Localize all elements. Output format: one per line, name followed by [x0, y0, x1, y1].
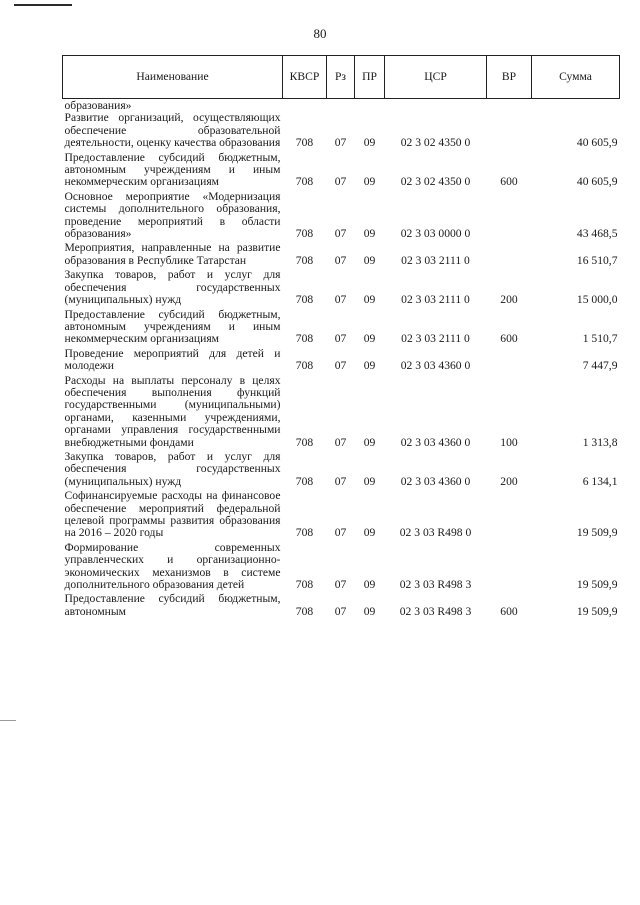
row-name: Основное мероприятие «Модернизация системы дополнительного образования, проведение мероприятий в области образования» — [64, 189, 281, 241]
row-vr: 100 — [500, 435, 518, 449]
row-name: Закупка товаров, работ и услуг для обеспечения государственных (муниципальных) нужд — [64, 268, 281, 307]
row-name: Предоставление субсидий бюджетным, автономным учреждениям и иным некоммерческим организациям — [64, 150, 281, 189]
row-pr: 09 — [363, 293, 376, 307]
row-csr: 02 3 03 2111 0 — [401, 332, 470, 346]
row-name: Формирование современных управленческих и организационно-экономических механизмов в системе дополнительного образования детей — [64, 540, 281, 592]
row-rz: 07 — [334, 604, 347, 618]
budget-table — [62, 55, 620, 620]
row-rz: 07 — [334, 332, 347, 346]
table-body — [63, 99, 620, 621]
row-name: Софинансируемые расходы на финансовое обеспечение мероприятий федеральной целевой программы развития образования на 2016 – 2020 годы — [64, 489, 281, 540]
row-csr: 02 3 03 2111 0 — [401, 293, 470, 307]
continuation-text: образования» — [64, 99, 132, 112]
row-sum: 1 313,8 — [582, 435, 618, 449]
row-kvsr: 708 — [295, 435, 314, 449]
row-kvsr: 708 — [295, 604, 314, 618]
row-rz: 07 — [334, 435, 347, 449]
header-kvsr: КВСР — [283, 56, 327, 99]
row-sum: 19 509,9 — [576, 578, 618, 592]
row-kvsr: 708 — [295, 136, 314, 150]
row-name: Проведение мероприятий для детей и молодежи — [64, 346, 281, 373]
row-vr: 600 — [500, 332, 518, 346]
header-sum: Сумма — [532, 56, 620, 99]
row-rz: 07 — [334, 359, 347, 373]
row-pr: 09 — [363, 253, 376, 267]
row-csr: 02 3 03 4360 0 — [400, 435, 471, 449]
row-sum: 19 509,9 — [576, 526, 618, 540]
row-kvsr: 708 — [295, 526, 314, 540]
table-row — [63, 112, 620, 151]
row-csr: 02 3 02 4350 0 — [400, 175, 471, 189]
table-header-row — [63, 56, 620, 99]
table-row — [63, 375, 620, 451]
row-csr: 02 3 03 4360 0 — [400, 359, 471, 373]
header-pr: ПР — [355, 56, 385, 99]
row-kvsr: 708 — [295, 578, 314, 592]
row-csr: 02 3 03 0000 0 — [400, 227, 471, 241]
row-sum: 6 134,1 — [582, 474, 618, 488]
page-number: 80 — [313, 26, 327, 41]
row-vr — [487, 112, 532, 151]
header-vr: ВР — [487, 56, 532, 99]
row-csr: 02 3 03 4360 0 — [400, 474, 471, 488]
row-pr: 09 — [363, 359, 376, 373]
row-csr: 02 3 02 4350 0 — [400, 136, 471, 150]
row-sum: 43 468,5 — [576, 227, 618, 241]
row-vr: 200 — [500, 293, 518, 307]
row-vr — [487, 242, 532, 269]
row-vr: 200 — [500, 474, 518, 488]
table-row — [63, 348, 620, 375]
table-row — [63, 269, 620, 308]
row-pr: 09 — [363, 474, 376, 488]
table-row — [63, 152, 620, 191]
row-vr: 600 — [500, 175, 518, 189]
row-kvsr: 708 — [295, 332, 314, 346]
table-row — [63, 191, 620, 243]
row-kvsr: 708 — [295, 474, 314, 488]
table-row — [63, 242, 620, 269]
row-kvsr: 708 — [295, 227, 314, 241]
header-name: Наименование — [63, 56, 283, 99]
row-pr: 09 — [363, 578, 376, 592]
row-kvsr: 708 — [295, 293, 314, 307]
row-pr: 09 — [363, 435, 376, 449]
row-vr — [487, 191, 532, 243]
margin-mark — [0, 720, 16, 721]
row-name: Закупка товаров, работ и услуг для обеспечения государственных (муниципальных) нужд — [64, 449, 281, 488]
row-csr: 02 3 03 2111 0 — [401, 253, 470, 267]
header-rz: Рз — [327, 56, 355, 99]
row-csr: 02 3 03 R498 3 — [399, 578, 472, 592]
row-name: Предоставление субсидий бюджетным, автономным учреждениям и иным некоммерческим организациям — [64, 307, 281, 346]
row-rz: 07 — [334, 578, 347, 592]
row-name: Мероприятия, направленные на развитие образования в Республике Татарстан — [64, 241, 281, 267]
row-rz: 07 — [334, 136, 347, 150]
row-name: Расходы на выплаты персоналу в целях обеспечения выполнения функций государственными (муниципальными) органами, казенными учреждениями, органами управления государственными внебюджетными фондами — [64, 373, 281, 449]
row-name: Развитие организаций, осуществляющих обеспечение образовательной деятельности, оценку качества образования — [64, 111, 281, 150]
row-rz: 07 — [334, 227, 347, 241]
row-pr: 09 — [363, 604, 376, 618]
table-row — [63, 451, 620, 490]
row-vr — [487, 490, 532, 542]
scan-mark — [14, 4, 72, 6]
row-pr: 09 — [363, 526, 376, 540]
row-sum: 40 605,9 — [576, 175, 618, 189]
row-pr: 09 — [363, 136, 376, 150]
row-rz: 07 — [334, 253, 347, 267]
row-pr: 09 — [363, 227, 376, 241]
row-sum: 15 000,0 — [576, 293, 618, 307]
row-vr: 600 — [500, 604, 518, 618]
row-pr: 09 — [363, 175, 376, 189]
row-rz: 07 — [334, 474, 347, 488]
table-row — [63, 593, 620, 620]
row-sum: 16 510,7 — [576, 253, 618, 267]
row-sum: 1 510,7 — [582, 332, 618, 346]
table-row — [63, 490, 620, 542]
continuation-row — [63, 99, 620, 113]
row-vr — [487, 348, 532, 375]
row-sum: 19 509,9 — [576, 604, 618, 618]
row-sum: 7 447,9 — [582, 359, 618, 373]
row-vr — [487, 542, 532, 594]
row-kvsr: 708 — [295, 359, 314, 373]
row-csr: 02 3 03 R498 3 — [399, 604, 472, 618]
row-rz: 07 — [334, 175, 347, 189]
table-row — [63, 309, 620, 348]
row-kvsr: 708 — [295, 253, 314, 267]
row-rz: 07 — [334, 526, 347, 540]
row-csr: 02 3 03 R498 0 — [399, 526, 472, 540]
table-row — [63, 542, 620, 594]
row-rz: 07 — [334, 293, 347, 307]
row-pr: 09 — [363, 332, 376, 346]
row-sum: 40 605,9 — [576, 136, 618, 150]
row-name: Предоставление субсидий бюджетным, автономным — [64, 592, 281, 618]
row-kvsr: 708 — [295, 175, 314, 189]
header-csr: ЦСР — [385, 56, 487, 99]
